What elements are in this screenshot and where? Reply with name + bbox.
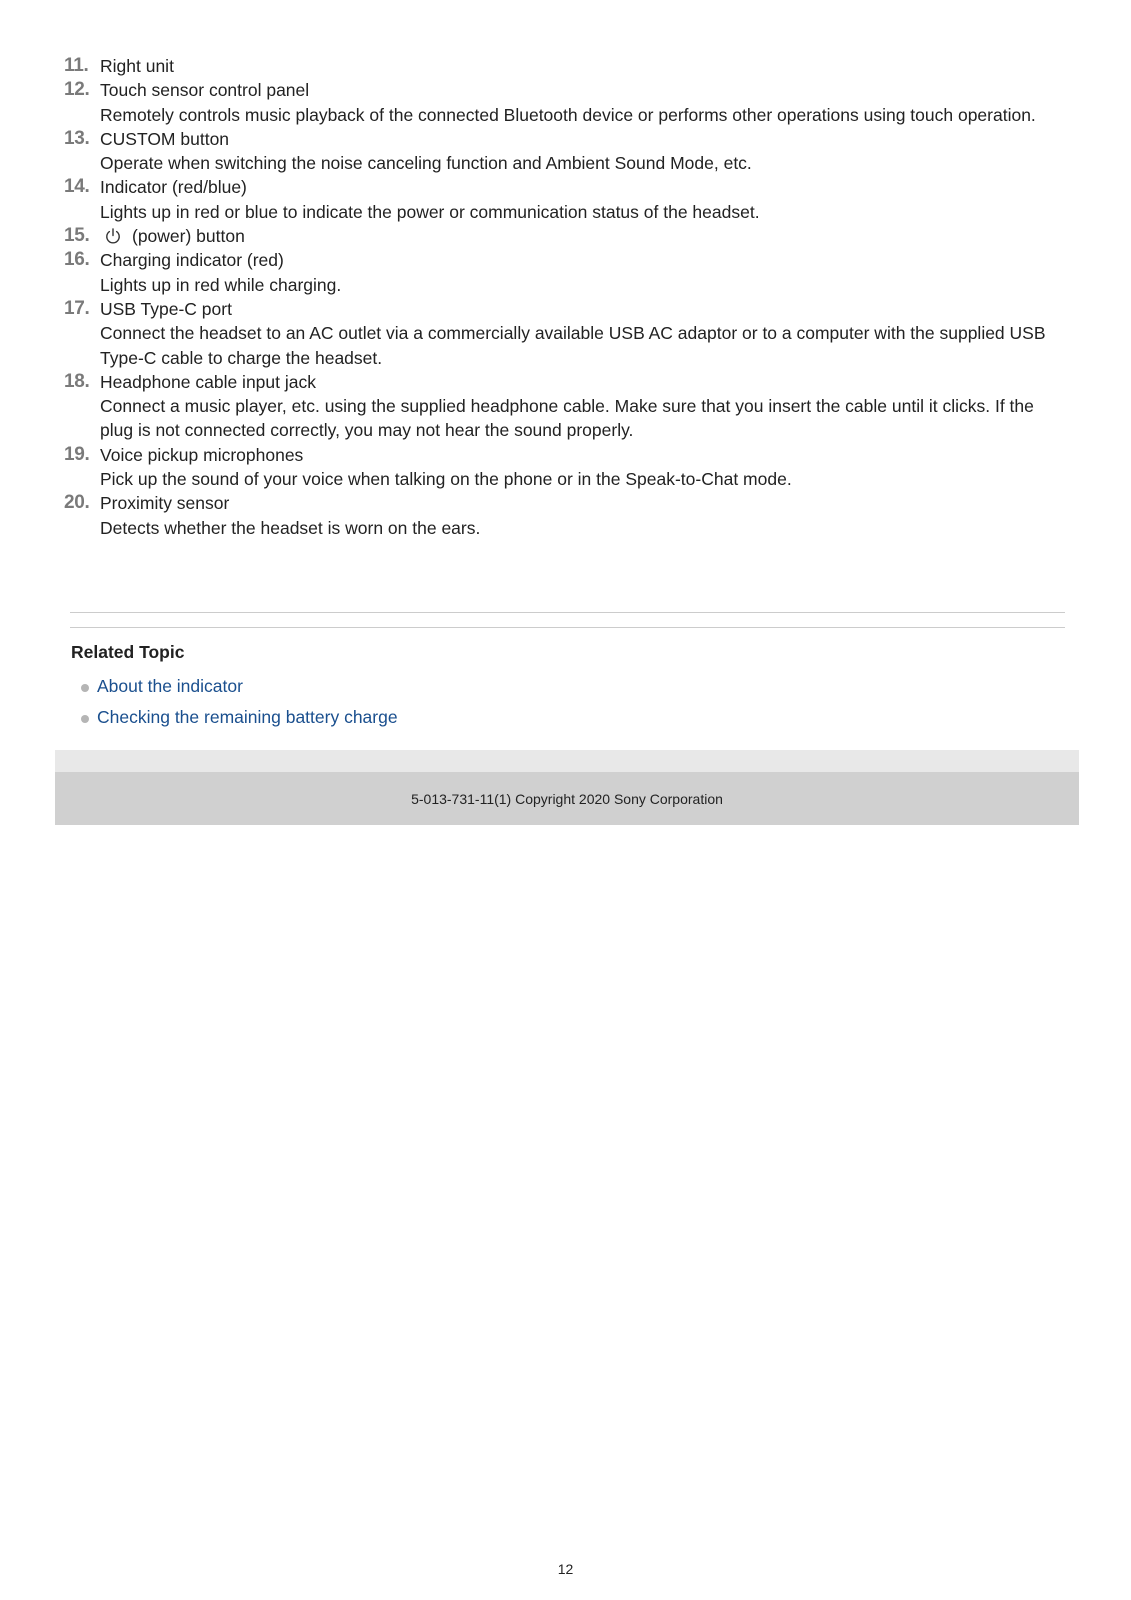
- part-title: USB Type-C port: [100, 298, 232, 319]
- part-description: Remotely controls music playback of the connected Bluetooth device or performs other operations using touch operation.: [100, 104, 1036, 125]
- part-item-13: [64, 127, 1064, 176]
- part-title: Charging indicator (red): [100, 250, 284, 271]
- part-number: 15.: [64, 225, 90, 247]
- part-item-19: [64, 443, 1064, 492]
- bullet-icon: [81, 715, 89, 723]
- part-description: Lights up in red while charging.: [100, 274, 342, 295]
- part-number: 17.: [64, 297, 90, 319]
- part-item-12: [64, 78, 1064, 127]
- part-title: CUSTOM button: [100, 128, 230, 149]
- parts-list: [64, 54, 1064, 540]
- copyright-text: 5-013-731-11(1) Copyright 2020 Sony Corporation: [411, 790, 723, 807]
- link-about-the-indicator[interactable]: About the indicator: [97, 676, 243, 696]
- page-number: 12: [557, 1561, 574, 1577]
- part-number: 11.: [64, 55, 89, 76]
- part-title: Touch sensor control panel: [100, 80, 310, 101]
- part-number: 16.: [64, 249, 90, 271]
- part-body: [100, 78, 1064, 127]
- footer: [55, 772, 1079, 825]
- part-item-11: [64, 54, 1064, 78]
- part-body: [100, 54, 1064, 78]
- part-description: Detects whether the headset is worn on the ears.: [100, 517, 481, 538]
- part-description: Connect a music player, etc. using the supplied headphone cable. Make sure that you insert the cable until it clicks. If the plug is not connected correctly, you may not hear the sound properly.: [100, 396, 1034, 441]
- part-body: [100, 224, 1064, 248]
- part-item-16: [64, 248, 1064, 297]
- part-description: Pick up the sound of your voice when talking on the phone or in the Speak-to-Chat mode.: [100, 469, 792, 490]
- related-topic-section: [71, 640, 1061, 733]
- related-topic-heading: Related Topic: [71, 642, 185, 662]
- part-body: [100, 491, 1064, 540]
- part-item-18: [64, 370, 1064, 443]
- part-number: 19.: [64, 443, 90, 465]
- part-item-20: [64, 491, 1064, 540]
- divider: [70, 627, 1065, 628]
- part-description: Operate when switching the noise canceling function and Ambient Sound Mode, etc.: [100, 153, 752, 174]
- related-item: [71, 702, 1061, 733]
- part-body: [100, 370, 1064, 443]
- part-item-15: [64, 224, 1064, 248]
- part-body: [100, 297, 1064, 370]
- part-item-14: [64, 175, 1064, 224]
- part-title: Indicator (red/blue): [100, 177, 247, 198]
- part-body: [100, 443, 1064, 492]
- part-description: Lights up in red or blue to indicate the power or communication status of the headset.: [100, 201, 760, 222]
- part-item-17: [64, 297, 1064, 370]
- part-title: Voice pickup microphones: [100, 444, 304, 465]
- related-item: [71, 671, 1061, 702]
- part-number: 13.: [64, 127, 90, 149]
- part-body: [100, 248, 1064, 297]
- footer-top-band: [55, 750, 1079, 772]
- power-button-label: (power) button: [132, 226, 245, 247]
- part-title: Right unit: [100, 56, 174, 76]
- part-body: [100, 127, 1064, 176]
- bullet-icon: [81, 684, 89, 692]
- power-icon: [104, 227, 122, 245]
- part-number: 14.: [64, 176, 90, 198]
- part-number: 18.: [64, 370, 90, 392]
- link-checking-battery-charge[interactable]: Checking the remaining battery charge: [97, 707, 398, 727]
- part-description: Connect the headset to an AC outlet via a commercially available USB AC adaptor or to a computer with the supplied USB Type-C cable to charge the headset.: [100, 323, 1046, 368]
- part-number: 20.: [64, 492, 90, 514]
- divider: [70, 612, 1065, 613]
- part-title: [100, 224, 1064, 248]
- part-number: 12.: [64, 79, 90, 101]
- part-title: Headphone cable input jack: [100, 371, 316, 392]
- part-body: [100, 175, 1064, 224]
- part-title: Proximity sensor: [100, 493, 230, 514]
